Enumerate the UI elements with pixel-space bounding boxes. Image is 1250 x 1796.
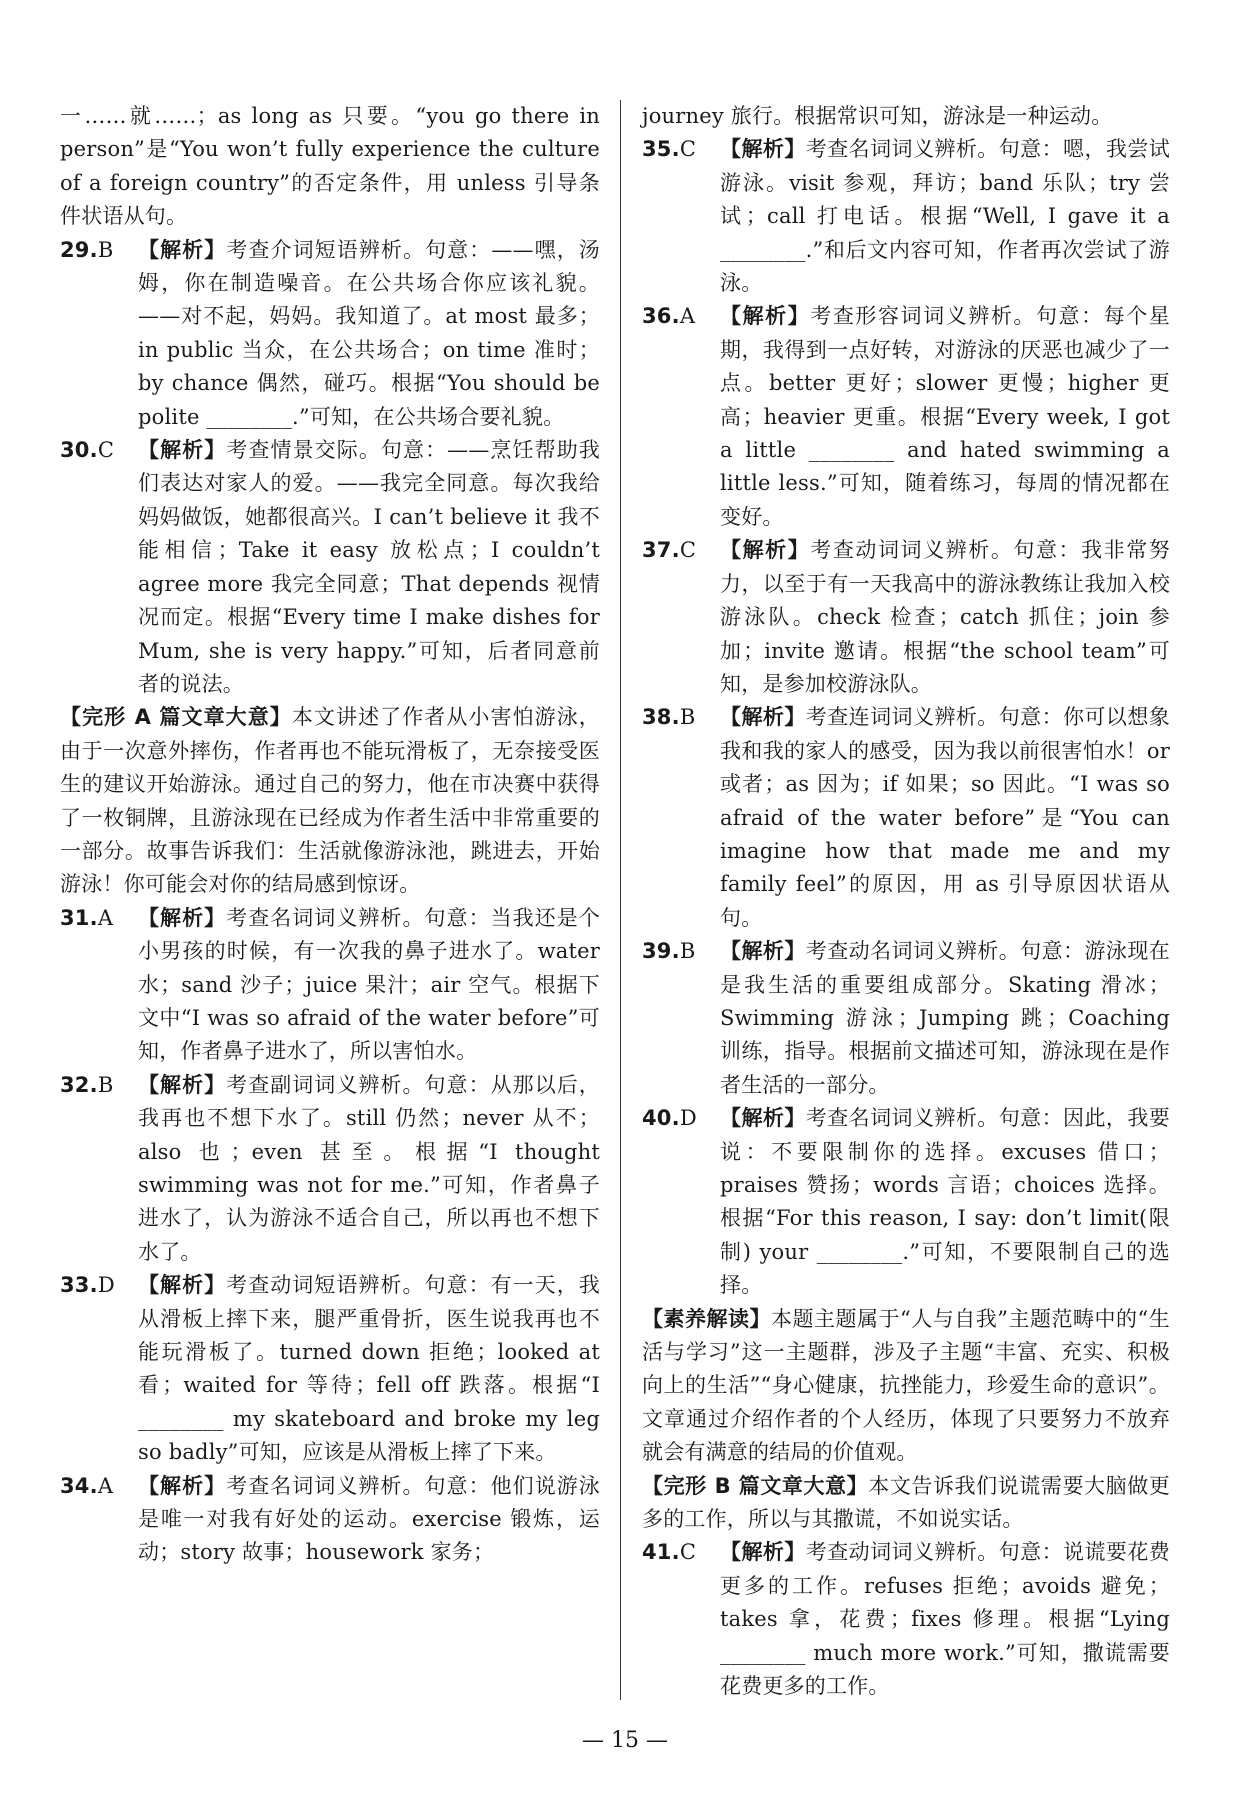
analysis-text: 考查连词词义辨析。句意：你可以想象我和我的家人的感受，因为我以前很害怕水！or 或者；as 因为；if 如果；so 因此。“I was so afraid of the water before”是“You can imagine how that made me and my family feel”的原因，用 as 引导原因状语从句。 <box>720 705 1170 930</box>
analysis-text: 考查名词词义辨析。句意：因此，我要说：不要限制你的选择。excuses 借口；praises 赞扬；words 言语；choices 选择。根据“For this reason, I say: don’t limit(限制) your ________.”可知，不要限制自己的选择。 <box>720 1106 1170 1298</box>
passage-b-summary: 【完形 B 篇文章大意】本文告诉我们说谎需要大脑做更多的工作，所以与其撒谎，不如说实话。 <box>642 1473 1170 1532</box>
question-number: 36.A <box>642 304 696 329</box>
analysis-text: 考查动词词义辨析。句意：我非常努力，以至于有一天我高中的游泳教练让我加入校游泳队。check 检查；catch 抓住；join 参加；invite 邀请。根据“the school team”可知，是参加校游泳队。 <box>720 538 1170 696</box>
answer-entry-41 <box>642 1536 1170 1703</box>
answer-entry-37 <box>642 534 1170 701</box>
literacy-interpretation: 【素养解读】本题主题属于“人与自我”主题范畴中的“生活与学习”这一主题群，涉及子主题“丰富、充实、积极向上的生活”“身心健康，抗挫能力，珍爱生命的意识”。文章通过介绍作者的个人经历，体现了只要努力不放弃就会有满意的结局的价值观。 <box>642 1306 1170 1465</box>
question-number: 35.C <box>642 137 697 162</box>
question-number: 32.B <box>60 1072 114 1097</box>
question-number: 40.D <box>642 1106 697 1131</box>
analysis-tag: 【解析】 <box>138 905 227 930</box>
entry-34-continuation: journey 旅行。根据常识可知，游泳是一种运动。 <box>642 104 1113 128</box>
analysis-tag: 【解析】 <box>720 137 806 162</box>
answer-entry-38 <box>642 701 1170 935</box>
question-number: 34.A <box>60 1473 114 1498</box>
analysis-tag: 【解析】 <box>720 304 811 329</box>
question-number: 37.C <box>642 538 697 563</box>
question-number: 30.C <box>60 438 115 463</box>
analysis-text: 考查动名词词义辨析。句意：游泳现在是我生活的重要组成部分。Skating 滑冰；Swimming 游泳；Jumping 跳；Coaching 训练，指导。根据前文描述可知，游泳现在是作者生活的一部分。 <box>720 939 1170 1097</box>
analysis-tag: 【解析】 <box>138 1273 227 1298</box>
question-number: 31.A <box>60 905 114 930</box>
left-column <box>60 100 600 1570</box>
answer-entry-39 <box>642 935 1170 1102</box>
analysis-tag: 【解析】 <box>138 438 227 463</box>
analysis-text: 考查副词词义辨析。句意：从那以后，我再也不想下水了。still 仍然；never 从不；also 也；even 甚至。根据“I thought swimming was not for me.”可知，作者鼻子进水了，认为游泳不适合自己，所以再也不想下水了。 <box>138 1072 600 1264</box>
answer-entry-30 <box>60 434 600 701</box>
analysis-text: 考查动词短语辨析。句意：有一天，我从滑板上摔下来，腿严重骨折，医生说我再也不能玩滑板了。turned down 拒绝；looked at 看；waited for 等待；fell off 跌落。根据“I ________ my skateboard and broke my leg so badly”可知，应该是从滑板上摔了下来。 <box>138 1273 600 1465</box>
analysis-tag: 【解析】 <box>138 1473 227 1498</box>
analysis-text: 考查情景交际。句意：——烹饪帮助我们表达对家人的爱。——我完全同意。每次我给妈妈做饭，她都很高兴。I can’t believe it 我不能相信；Take it easy 放松点；I couldn’t agree more 我完全同意；That depends 视情况而定。根据“Every time I make dishes for Mum, she is very happy.”可知，后者同意前者的说法。 <box>138 438 600 696</box>
analysis-tag: 【解析】 <box>720 538 811 563</box>
analysis-tag: 【解析】 <box>720 939 806 964</box>
analysis-tag: 【解析】 <box>138 237 227 262</box>
page-number: — 15 — <box>582 1728 668 1753</box>
column-divider <box>620 100 621 1700</box>
answer-entry-33 <box>60 1269 600 1469</box>
analysis-text: 考查形容词词义辨析。句意：每个星期，我得到一点好转，对游泳的厌恶也减少了一点。better 更好；slower 更慢；higher 更高；heavier 更重。根据“Every week, I got a little ________ and hated swimming a little less.”可知，随着练习，每周的情况都在变好。 <box>720 304 1170 529</box>
analysis-tag: 【解析】 <box>720 1106 806 1131</box>
analysis-text: 考查动词词义辨析。句意：说谎要花费更多的工作。refuses 拒绝；avoids 避免；takes 拿，花费；fixes 修理。根据“Lying ________ much more work.”可知，撒谎需要花费更多的工作。 <box>720 1540 1170 1699</box>
answer-entry-32 <box>60 1069 600 1269</box>
question-number: 29.B <box>60 237 114 262</box>
analysis-tag: 【解析】 <box>720 1540 806 1565</box>
answer-entry-29 <box>60 234 600 434</box>
answer-entry-40 <box>642 1102 1170 1302</box>
analysis-text: 考查介词短语辨析。句意：——嘿，汤姆，你在制造噪音。在公共场合你应该礼貌。——对不起，妈妈。我知道了。at most 最多；in public 当众，在公共场合；on time 准时；by chance 偶然，碰巧。根据“You should be polite ________.”可知，在公共场合要礼貌。 <box>138 237 600 429</box>
answer-entry-31 <box>60 902 600 1069</box>
answer-entry-36 <box>642 300 1170 534</box>
answer-entry-34 <box>60 1470 600 1570</box>
answer-entry-35 <box>642 133 1170 300</box>
intro-paragraph: 一……就……；as long as 只要。“you go there in person”是“You won’t fully experience the culture of a foreign country”的否定条件，用 unless 引导条件状语从句。 <box>60 104 600 229</box>
analysis-text: 考查名词词义辨析。句意：当我还是个小男孩的时候，有一次我的鼻子进水了。water 水；sand 沙子；juice 果汁；air 空气。根据下文中“I was so afraid of the water before”可知，作者鼻子进水了，所以害怕水。 <box>138 905 600 1064</box>
analysis-text: 考查名词词义辨析。句意：他们说游泳是唯一对我有好处的运动。exercise 锻炼，运动；story 故事；housework 家务； <box>138 1473 600 1565</box>
analysis-tag: 【解析】 <box>138 1072 227 1097</box>
analysis-tag: 【解析】 <box>720 705 806 730</box>
question-number: 41.C <box>642 1540 697 1565</box>
question-number: 39.B <box>642 939 696 964</box>
right-column <box>642 100 1170 1704</box>
question-number: 33.D <box>60 1273 115 1298</box>
passage-a-summary: 【完形 A 篇文章大意】本文讲述了作者从小害怕游泳，由于一次意外摔伤，作者再也不能玩滑板了，无奈接受医生的建议开始游泳。通过自己的努力，他在市决赛中获得了一枚铜牌，且游泳现在已经成为作者生活中非常重要的一部分。故事告诉我们：生活就像游泳池，跳进去，开始游泳！你可能会对你的结局感到惊讶。 <box>60 705 600 897</box>
question-number: 38.B <box>642 705 696 730</box>
analysis-text: 考查名词词义辨析。句意：嗯，我尝试游泳。visit 参观，拜访；band 乐队；try 尝试；call 打电话。根据“Well, I gave it a ________.”和后文内容可知，作者再次尝试了游泳。 <box>720 137 1170 296</box>
